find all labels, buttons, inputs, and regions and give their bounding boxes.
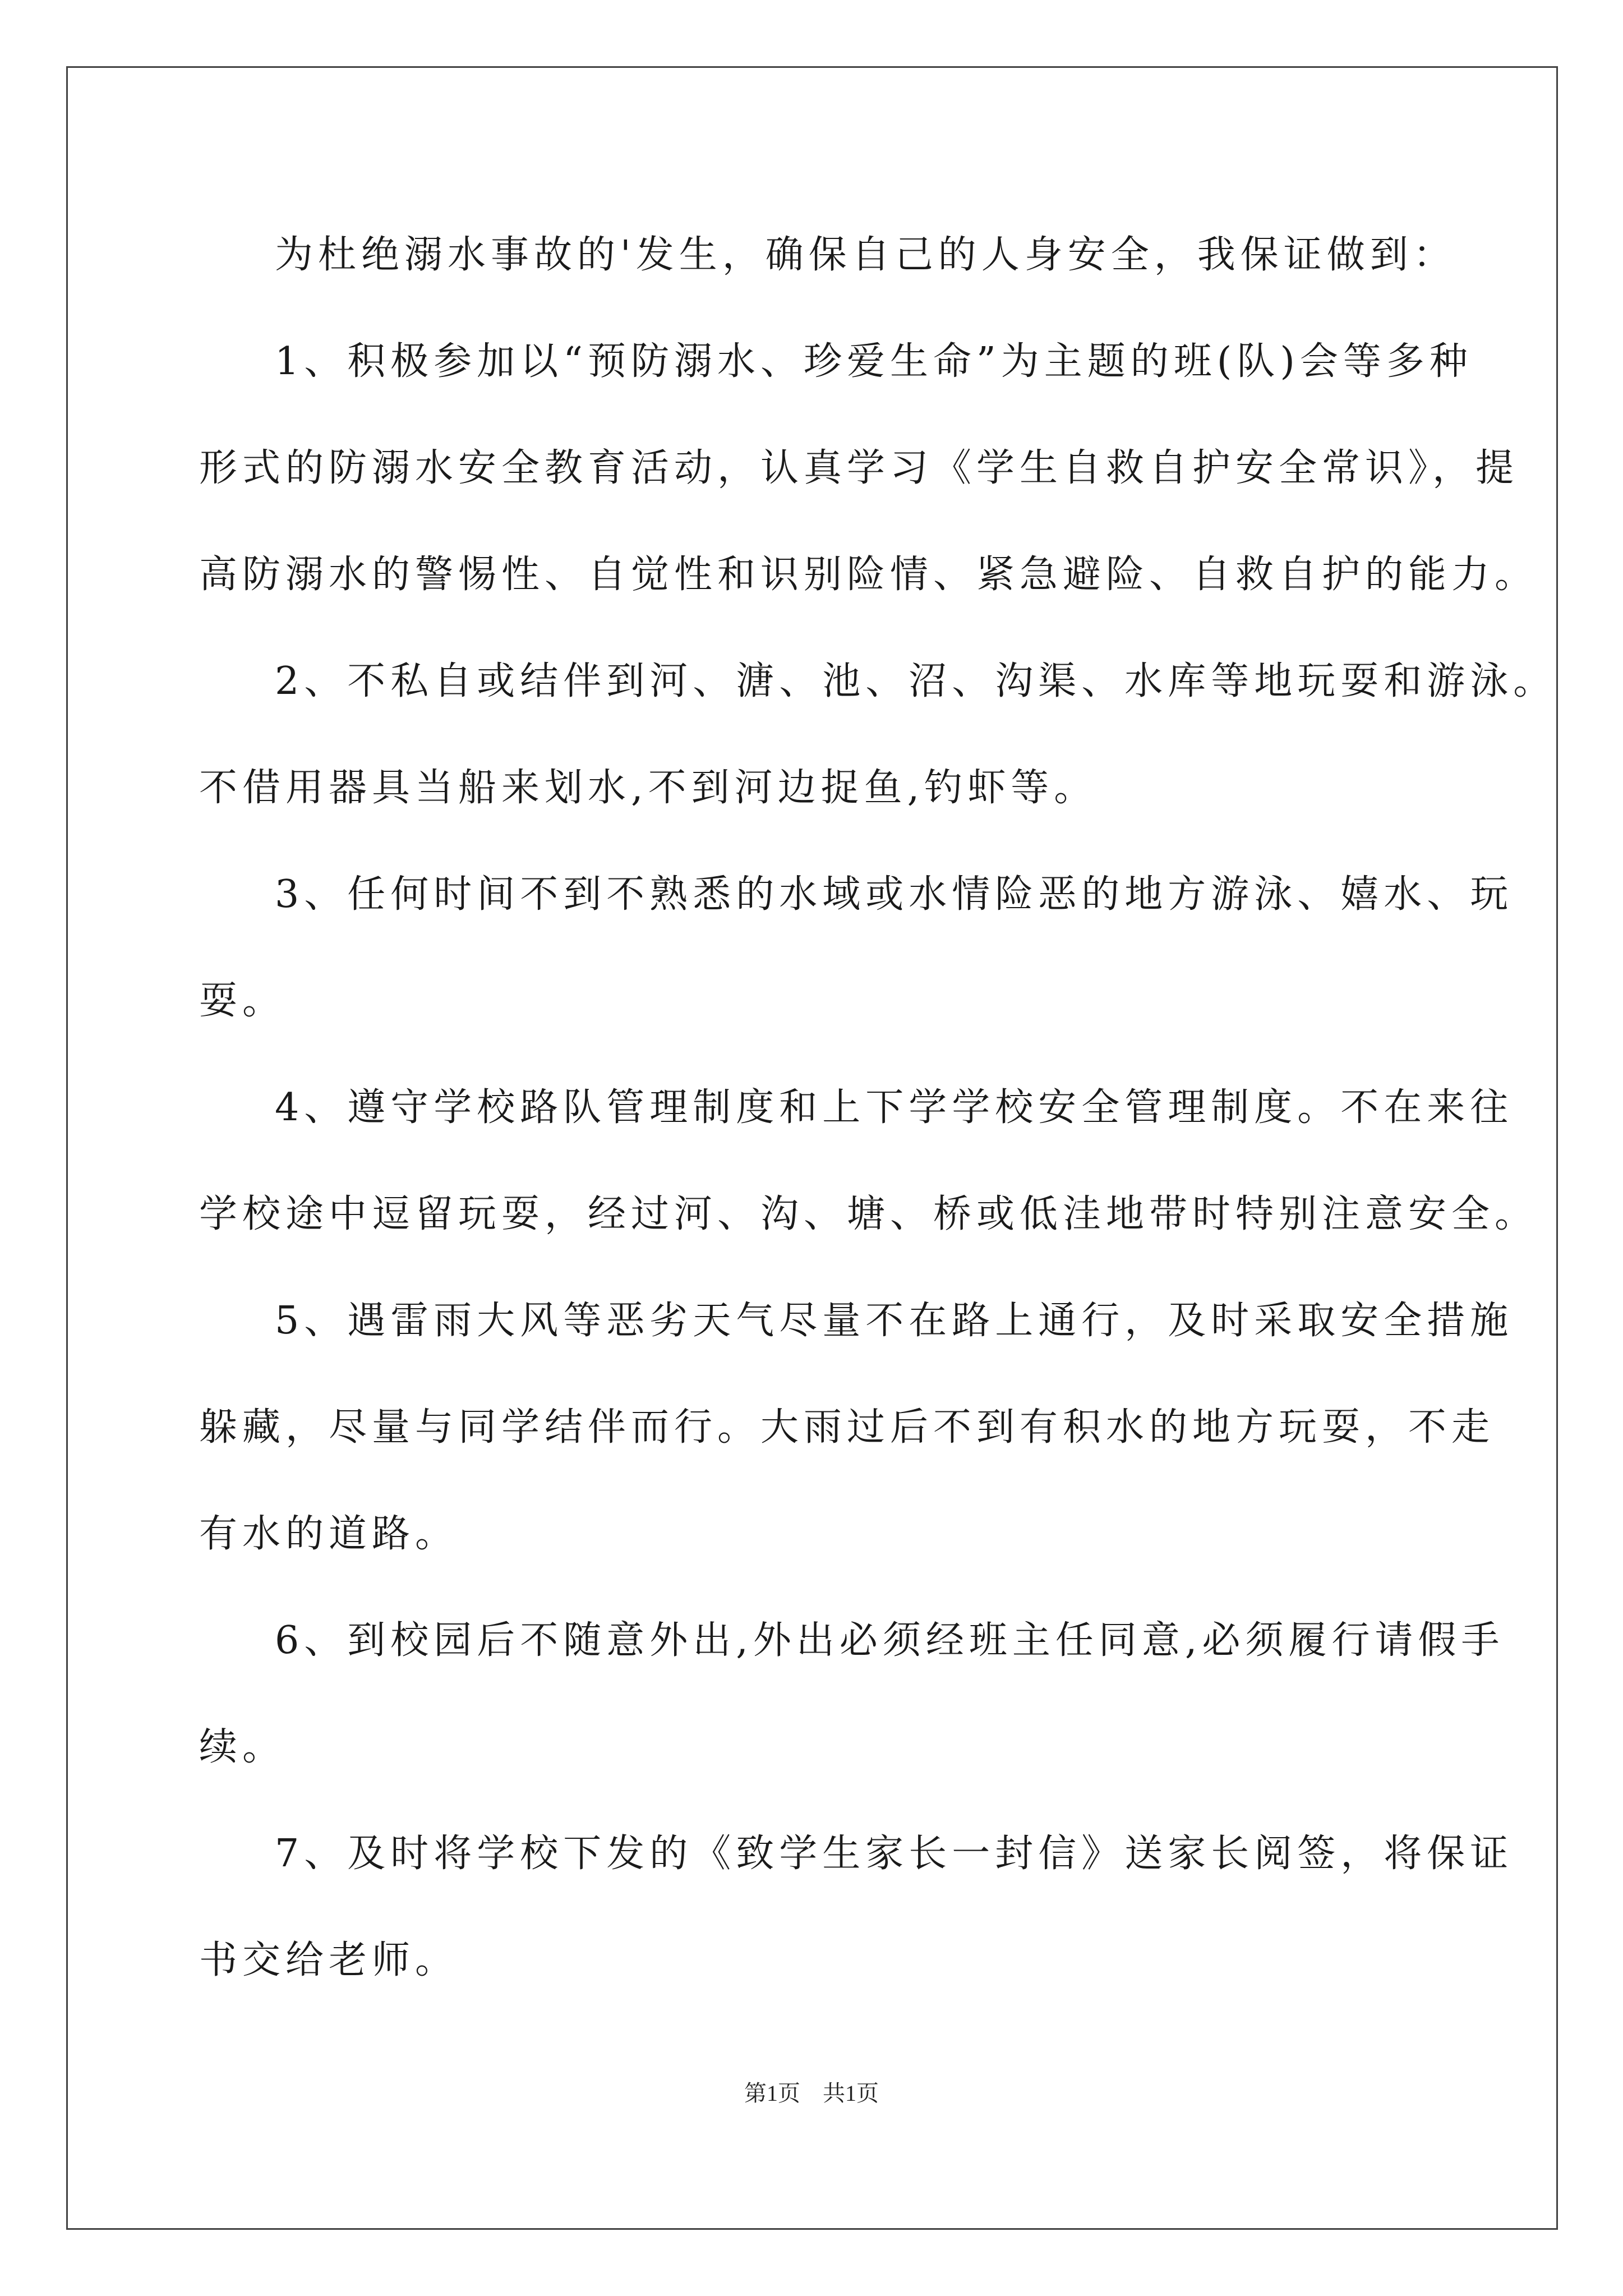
item-2-line-1: 2、不私自或结伴到河、溏、池、沼、沟渠、水库等地玩耍和游泳。: [275, 659, 1557, 703]
item-7-line-1: 7、及时将学校下发的《致学生家长一封信》送家长阅签，将保证: [275, 1832, 1514, 1876]
item-7-line-2: 书交给老师。: [199, 1938, 459, 1982]
item-1-line-1: 1、积极参加以“预防溺水、珍爱生命”为主题的班(队)会等多种: [275, 339, 1473, 384]
item-4-line-1: 4、遵守学校路队管理制度和上下学学校安全管理制度。不在来往: [275, 1085, 1514, 1130]
item-5-line-1: 5、遇雷雨大风等恶劣天气尽量不在路上通行，及时采取安全措施: [275, 1299, 1514, 1343]
item-2-line-2: 不借用器具当船来划水,不到河边捉鱼,钓虾等。: [199, 766, 1098, 810]
item-1-line-2: 形式的防溺水安全教育活动，认真学习《学生自救自护安全常识》，提: [199, 446, 1519, 490]
item-6-line-2: 续。: [199, 1725, 286, 1769]
item-5-line-2: 躲藏，尽量与同学结伴而行。大雨过后不到有积水的地方玩耍，不走: [199, 1405, 1495, 1450]
item-5-line-3: 有水的道路。: [199, 1512, 459, 1556]
item-6-line-1: 6、到校园后不随意外出,外出必须经班主任同意,必须履行请假手: [275, 1618, 1505, 1663]
item-3-line-1: 3、任何时间不到不熟悉的水域或水情险恶的地方游泳、嬉水、玩: [275, 872, 1514, 917]
intro-paragraph: 为杜绝溺水事故的'发生，确保自己的人身安全，我保证做到：: [275, 233, 1456, 277]
item-3-line-2: 耍。: [199, 979, 286, 1023]
item-4-line-2: 学校途中逗留玩耍，经过河、沟、塘、桥或低洼地带时特别注意安全。: [199, 1192, 1538, 1236]
page-number-footer: 第1页 共1页: [744, 2081, 879, 2106]
item-1-line-3: 高防溺水的警惕性、自觉性和识别险情、紧急避险、自救自护的能力。: [199, 553, 1538, 597]
